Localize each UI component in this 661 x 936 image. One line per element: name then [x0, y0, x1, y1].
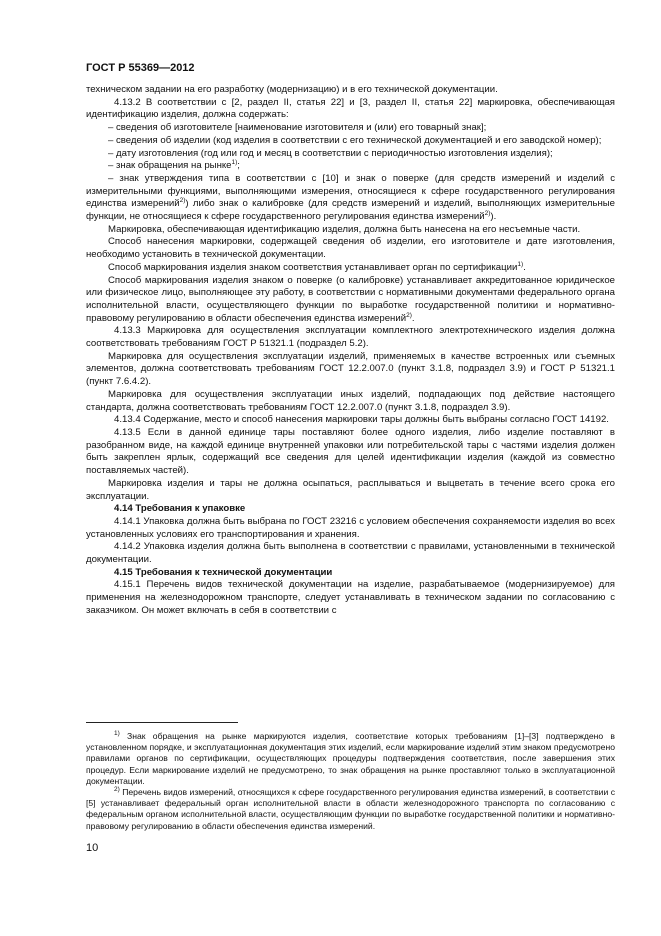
paragraph: 4.14.1 Упаковка должна быть выбрана по ГОСТ 23216 с условием обеспечения сохраняемости изделия во всех установленных условиях его транспортирования и хранения.: [86, 515, 615, 540]
footnote: $^{2)}$ Перечень видов измерений, относящихся к сфере государственного регулирования единства измерений, в соответствии с [5] устанавливает федеральный орган исполнительной власти в области железнодорожного транспорта по согласованию с федеральным органом исполнительной власти, осуществляющим функции по выработке государственной политики и нормативно-правовому регулированию в области обеспечения единства измерений.: [86, 786, 615, 831]
paragraph: Маркировка для осуществления эксплуатации изделий, применяемых в качестве встроенных или съемных элементов, должна соответствовать требованиям ГОСТ 12.2.007.0 (пункт 3.1.8, подраздел 3.9) и ГОСТ Р 51321.1 (пункт 7.6.4.2).: [86, 350, 615, 388]
footnotes: [86, 731, 615, 832]
paragraph: Способ маркирования изделия знаком о поверке (о калибровке) устанавливает аккредитованное юридическое или физическое лицо, выполняющее эту работу, в соответствии с нормативными документами федерального органа исполнительной власти, осуществляющего функции по выработке государственной политики и нормативно-правовому регулированию в области обеспечения единства измерений$^{2)}$.: [86, 274, 615, 324]
list-item: – сведения об изготовителе [наименование изготовителя и (или) его товарный знак];: [108, 122, 487, 134]
paragraph: Способ маркирования изделия знаком соответствия устанавливает орган по сертификации$^{1)}$.: [108, 260, 526, 273]
paragraph: Маркировка для осуществления эксплуатации иных изделий, подпадающих под действие настоящего стандарта, должна соответствовать требованиям ГОСТ 12.2.007.0 (пункт 3.1.8, подраздел 3.9).: [86, 388, 615, 413]
page-number: 10: [86, 842, 99, 854]
body-text: [86, 84, 615, 618]
paragraph: 4.15.1 Перечень видов технической документации на изделие, разрабатываемое (модернизируемое) для применения на железнодорожном транспорте, следует устанавливать в техническом задании по согласованию с заказчиком. Он может включать в себя в соответствии с: [86, 579, 615, 616]
paragraph: 4.13.3 Маркировка для осуществления эксплуатации комплектного электротехнического изделия должна соответствовать требованиям ГОСТ Р 51321.1 (подраздел 5.2).: [86, 325, 615, 350]
paragraph: Способ нанесения маркировки, содержащей сведения об изделии, его изготовителе и дате изготовления, необходимо установить в технической документации.: [86, 236, 615, 261]
footnote: $^{1)}$ Знак обращения на рынке маркируются изделия, соответствие которых требованиям [1]–[3] подтверждено в установленном порядке, и эксплуатационная документация этих изделий, если маркирование изделий этим знаком предусмотрено правилами органов по сертификации, осуществляющих процедуры подтверждения соответствия, после завершения этих процедур. Если маркирование изделий не предусмотрено, то знак обращения на рынке проставляют только в эксплуатационной документации.: [86, 730, 615, 786]
section-heading: 4.15 Требования к технической документации: [114, 566, 333, 578]
list-item: – знак обращения на рынке$^{1)}$;: [108, 159, 240, 172]
paragraph: 4.13.4 Содержание, место и способ нанесения маркировки тары должны быть выбраны согласно ГОСТ 14192.: [114, 414, 609, 426]
paragraph: техническом задании на его разработку (модернизацию) и в его технической документации.: [86, 84, 498, 95]
document-header: ГОСТ Р 55369—2012: [86, 62, 195, 74]
paragraph: Маркировка, обеспечивающая идентификацию изделия, должна быть нанесена на его несъемные части.: [108, 223, 581, 235]
list-item: – сведения об изделии (код изделия в соответствии с его технической документацией и его заводской номер);: [108, 134, 602, 146]
paragraph: Маркировка изделия и тары не должна осыпаться, расплываться и выцветать в течение всего срока его эксплуатации.: [86, 477, 615, 502]
footnote-marker: 1): [114, 730, 120, 737]
footnote-divider: [86, 722, 238, 723]
footnote-ref: 1): [517, 260, 524, 268]
section-heading: 4.14 Требования к упаковке: [114, 503, 246, 515]
paragraph: 4.13.5 Если в данной единице тары поставляют более одного изделия, либо изделие поставляют в разобранном виде, на каждой единице внутренней упаковки или потребительской тары с частями изделия должен быть закреплен ярлык, содержащий все сведения для целей идентификации изделия (каждой из совместно поставляемых частей).: [86, 426, 615, 477]
paragraph: 4.14.2 Упаковка изделия должна быть выполнена в соответствии с правилами, установленными в технической документации.: [86, 541, 615, 566]
footnote-ref: 2): [406, 311, 412, 319]
footnote-ref: 1): [231, 159, 238, 167]
list-item: – дату изготовления (год или год и месяц в соответствии с периодичностью изготовления изделия);: [108, 147, 553, 159]
paragraph: 4.13.2 В соответствии с [2, раздел II, статья 22] и [3, раздел II, статья 22] маркировка, обеспечивающая идентификацию изделия, должна содержать:: [86, 96, 615, 121]
footnote-ref: 2): [484, 210, 491, 218]
footnote-ref: 2): [179, 197, 186, 205]
footnote-marker: 2): [114, 786, 120, 794]
list-item: – знак утверждения типа в соответствии с [10] и знак о поверке (для средств измерений и изделий с измерительными функциями, выполняющими измерения, относящиеся к сфере государственного регулирования единства измерений$^{2)}$) либо знак о калибровке (для средств измерений и изделий, выполняющих измерительные функции, не относящиеся к сфере государственного регулирования единства измерений$^{2)}$).: [86, 172, 616, 223]
